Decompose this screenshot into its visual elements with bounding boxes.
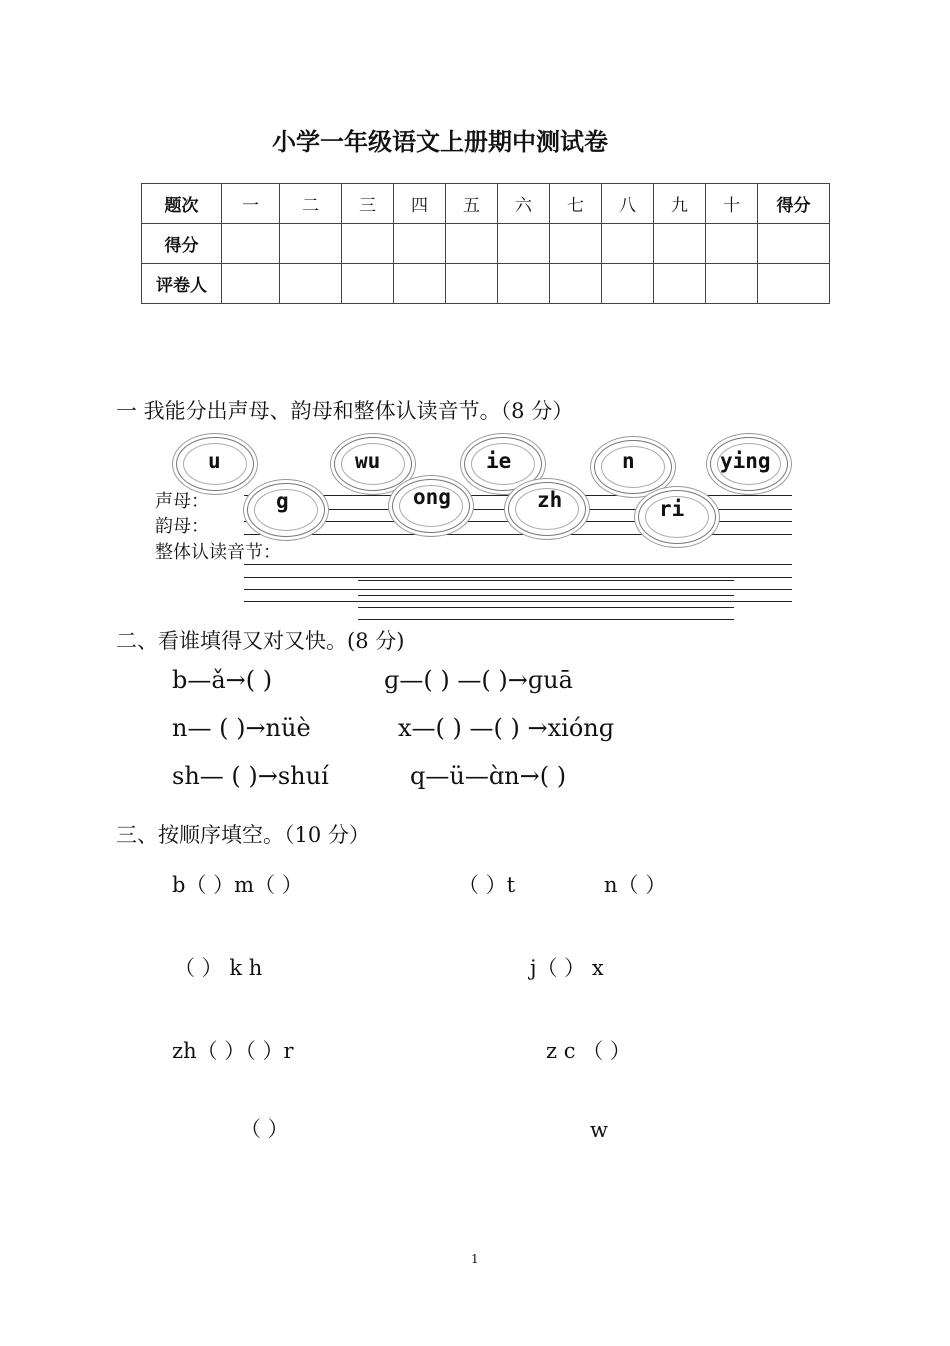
score-input-cell[interactable] — [654, 224, 706, 264]
fill-item[interactable]: j（ ） x — [530, 956, 604, 980]
answer-line[interactable] — [358, 607, 734, 608]
grader-input-cell[interactable] — [654, 264, 706, 304]
answer-line[interactable] — [244, 577, 792, 578]
question-item[interactable]: b—ǎ→( ) — [172, 666, 273, 694]
grader-input-cell[interactable] — [550, 264, 602, 304]
answer-line[interactable] — [358, 619, 734, 620]
fill-item[interactable]: w — [590, 1118, 608, 1142]
table-row — [142, 184, 830, 224]
syllable-g: g — [276, 489, 289, 513]
question-item[interactable]: ɡ—( ) —( )→ɡuā — [384, 666, 573, 694]
label-initials: 声母： — [155, 491, 209, 512]
table-cell: 二 — [280, 184, 342, 224]
answer-line[interactable] — [358, 580, 734, 581]
fill-item[interactable]: b（ ）m（ ） — [172, 873, 303, 897]
answer-line[interactable] — [358, 595, 734, 596]
syllable-ong: ong — [413, 485, 451, 509]
question-item[interactable]: sh— ( )→shuí — [172, 762, 329, 790]
score-input-cell[interactable] — [394, 224, 446, 264]
fill-item[interactable]: （ ） k h — [174, 956, 263, 980]
grader-input-cell[interactable] — [602, 264, 654, 304]
answer-line[interactable] — [244, 589, 792, 590]
grader-input-cell[interactable] — [394, 264, 446, 304]
fill-item[interactable]: zh（ ）（ ）r — [172, 1039, 294, 1063]
answer-line[interactable] — [244, 601, 792, 602]
table-cell: 八 — [602, 184, 654, 224]
syllable-ying: ying — [720, 449, 771, 473]
syllable-n: n — [622, 449, 635, 473]
question-item[interactable]: n— ( )→nüè — [172, 714, 311, 742]
table-cell: 得分 — [142, 224, 222, 264]
grader-input-cell[interactable] — [342, 264, 394, 304]
answer-line[interactable] — [244, 564, 792, 565]
page-title: 小学一年级语文上册期中测试卷 — [272, 128, 608, 156]
fill-item[interactable]: z c （ ） — [546, 1039, 631, 1063]
table-row — [142, 264, 830, 304]
table-cell: 五 — [446, 184, 498, 224]
score-input-cell[interactable] — [222, 224, 280, 264]
table-cell: 七 — [550, 184, 602, 224]
grader-input-cell[interactable] — [498, 264, 550, 304]
score-input-cell[interactable] — [280, 224, 342, 264]
table-cell: 得分 — [758, 184, 830, 224]
syllable-u: u — [208, 449, 221, 473]
grader-input-cell[interactable] — [222, 264, 280, 304]
syllable-wu: wu — [355, 449, 381, 473]
score-input-cell[interactable] — [498, 224, 550, 264]
syllable-zh: zh — [537, 488, 563, 512]
table-cell: 一 — [222, 184, 280, 224]
grader-input-cell[interactable] — [446, 264, 498, 304]
score-input-cell[interactable] — [550, 224, 602, 264]
table-row — [142, 224, 830, 264]
fill-item[interactable]: n（ ） — [604, 873, 667, 897]
fill-item[interactable]: （ ）t — [458, 873, 516, 897]
score-input-cell[interactable] — [602, 224, 654, 264]
score-input-cell[interactable] — [706, 224, 758, 264]
label-whole-syllables: 整体认读音节： — [155, 542, 281, 563]
table-cell: 四 — [394, 184, 446, 224]
section1-heading: 一 我能分出声母、韵母和整体认读音节。（8 分） — [116, 399, 574, 423]
grader-input-cell[interactable] — [706, 264, 758, 304]
syllable-ri: ri — [659, 497, 685, 521]
question-item[interactable]: x—( ) —( ) →xiónɡ — [398, 714, 615, 742]
table-cell: 十 — [706, 184, 758, 224]
fill-item[interactable]: （ ） — [240, 1117, 289, 1141]
answer-line[interactable] — [244, 534, 792, 535]
table-cell: 六 — [498, 184, 550, 224]
score-table — [141, 183, 830, 304]
table-cell: 九 — [654, 184, 706, 224]
section2-heading: 二、看谁填得又对又快。(8 分) — [116, 629, 405, 653]
score-input-cell[interactable] — [758, 224, 830, 264]
table-cell: 三 — [342, 184, 394, 224]
grader-input-cell[interactable] — [280, 264, 342, 304]
grader-input-cell[interactable] — [758, 264, 830, 304]
label-finals: 韵母： — [155, 516, 209, 537]
score-input-cell[interactable] — [446, 224, 498, 264]
question-item[interactable]: q—ü—ɑ̀n→( ) — [410, 762, 567, 790]
table-cell: 题次 — [142, 184, 222, 224]
score-input-cell[interactable] — [342, 224, 394, 264]
syllable-ie: ie — [486, 449, 512, 473]
table-cell: 评卷人 — [142, 264, 222, 304]
page-number: 1 — [471, 1252, 479, 1266]
section3-heading: 三、按顺序填空。（10 分） — [116, 823, 370, 847]
